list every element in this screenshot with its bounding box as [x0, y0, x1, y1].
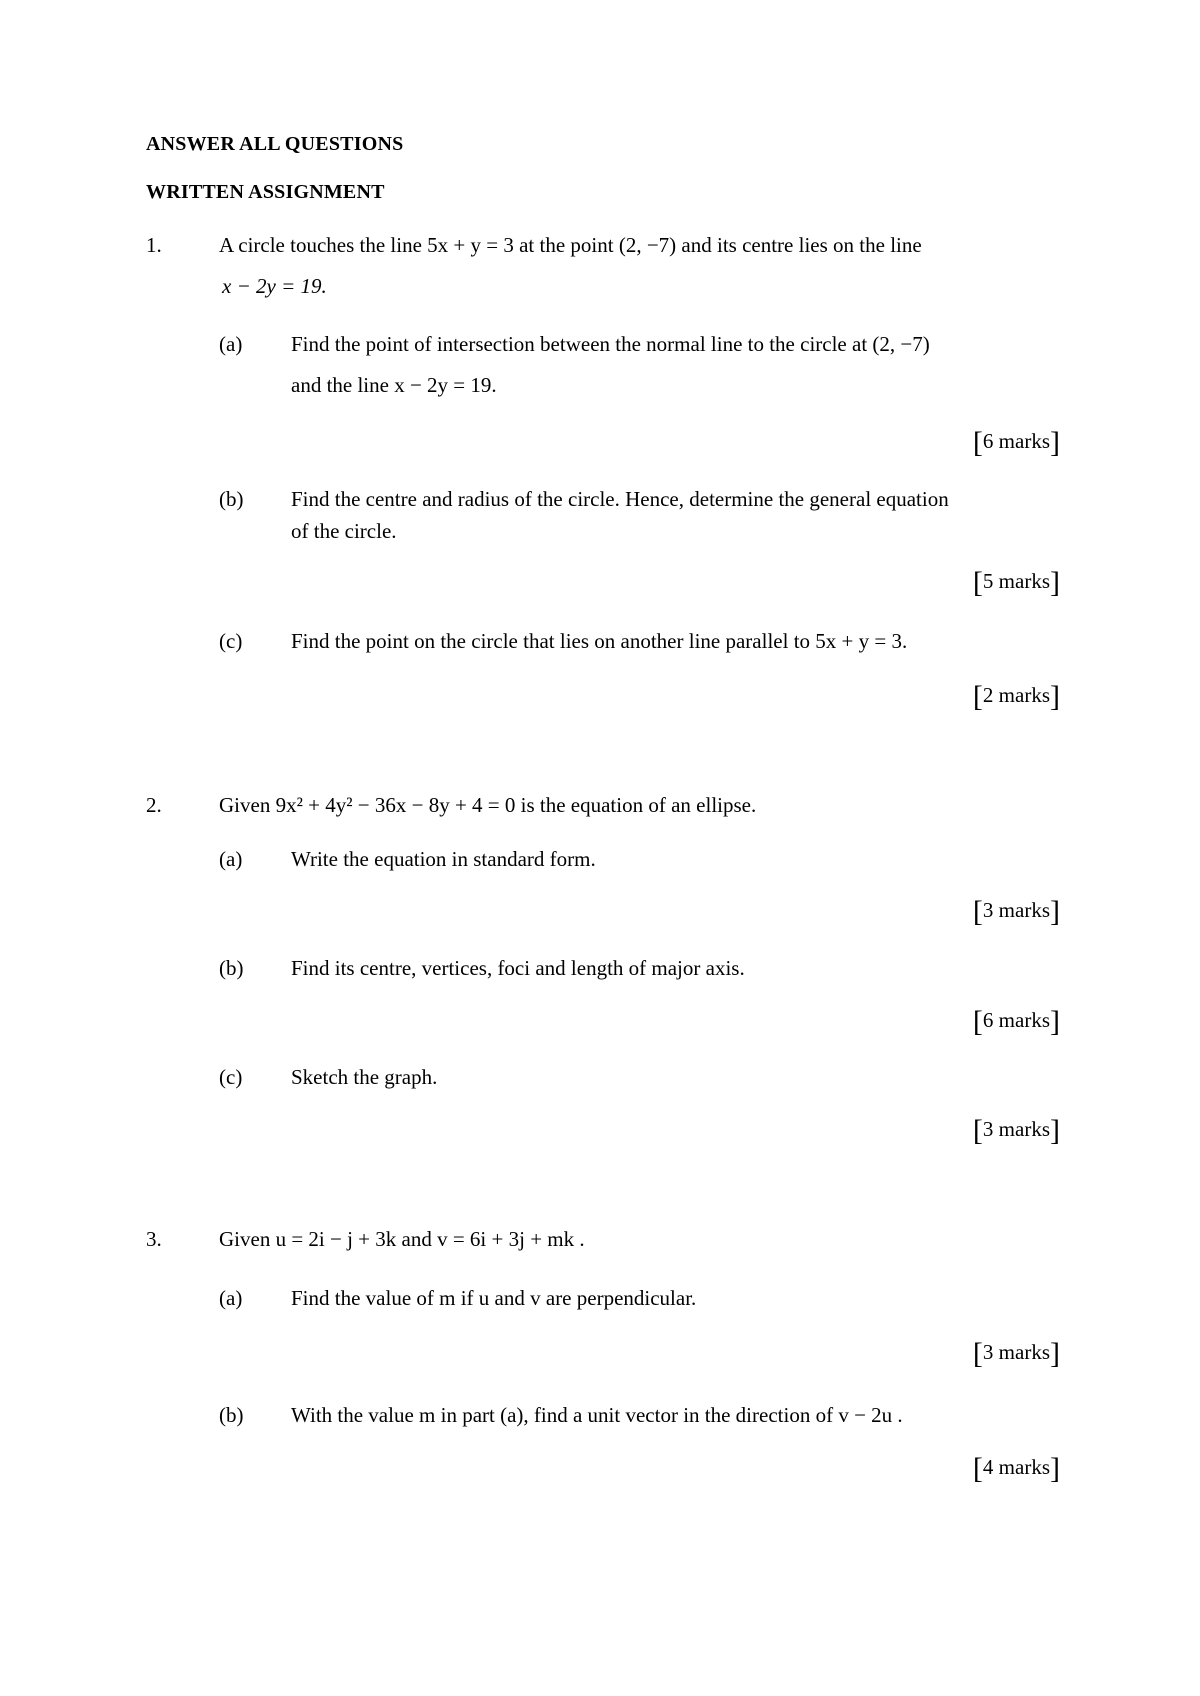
q2c-marks: [3 marks]: [972, 1114, 1060, 1147]
q1b-line1: Find the centre and radius of the circle. Hence, determine the general equation: [291, 487, 949, 511]
q1b-label: (b): [219, 487, 244, 511]
q1a-line1: Find the point of intersection between the normal line to the circle at (2, −7): [291, 332, 930, 356]
q3a-marks-text: 3 marks: [982, 1340, 1050, 1364]
q3b-label: (b): [219, 1403, 244, 1427]
q2c-label: (c): [219, 1065, 243, 1089]
q1c-line1: Find the point on the circle that lies on another line parallel to 5x + y = 3.: [291, 629, 908, 653]
q1-stem-line1: A circle touches the line 5x + y = 3 at the point (2, −7) and its centre lies on the line: [219, 233, 922, 257]
q2b-marks: [6 marks]: [972, 1005, 1060, 1038]
q3a-label: (a): [219, 1286, 243, 1310]
q3-number: 3.: [146, 1227, 162, 1251]
q1c-marks: [2 marks]: [972, 680, 1060, 713]
q1c-marks-text: 2 marks: [982, 683, 1050, 707]
q2a-marks: [3 marks]: [972, 895, 1060, 928]
q1-number: 1.: [146, 233, 162, 257]
q2-number: 2.: [146, 793, 162, 817]
q2a-label: (a): [219, 847, 243, 871]
q3a-marks: [3 marks]: [972, 1337, 1060, 1370]
q1b-marks: [5 marks]: [972, 566, 1060, 599]
q2c-marks-text: 3 marks: [982, 1117, 1050, 1141]
q2b-marks-text: 6 marks: [982, 1008, 1050, 1032]
instruction-heading: ANSWER ALL QUESTIONS: [146, 133, 404, 155]
q1a-marks: [6 marks]: [972, 426, 1060, 459]
q2a-text: Write the equation in standard form.: [291, 847, 596, 871]
q3b-text: With the value m in part (a), find a unit vector in the direction of v − 2u .: [291, 1403, 903, 1427]
q2-stem: Given 9x² + 4y² − 36x − 8y + 4 = 0 is the equation of an ellipse.: [219, 793, 757, 817]
assignment-heading: WRITTEN ASSIGNMENT: [146, 181, 385, 203]
q3-stem: Given u = 2i − j + 3k and v = 6i + 3j + mk .: [219, 1227, 585, 1251]
q1b-line2: of the circle.: [291, 519, 397, 543]
q2b-text: Find its centre, vertices, foci and length of major axis.: [291, 956, 745, 980]
q1c-label: (c): [219, 629, 243, 653]
q3b-marks-text: 4 marks: [982, 1455, 1050, 1479]
q2a-marks-text: 3 marks: [982, 898, 1050, 922]
q2c-text: Sketch the graph.: [291, 1065, 438, 1089]
q1b-marks-text: 5 marks: [982, 569, 1050, 593]
q1a-label: (a): [219, 332, 243, 356]
q1a-marks-text: 6 marks: [982, 429, 1050, 453]
q3a-text: Find the value of m if u and v are perpendicular.: [291, 1286, 697, 1310]
q1-stem-line2: x − 2y = 19.: [222, 274, 327, 298]
q1a-line2: and the line x − 2y = 19.: [291, 373, 497, 397]
q3b-marks: [4 marks]: [972, 1452, 1060, 1485]
q2b-label: (b): [219, 956, 244, 980]
